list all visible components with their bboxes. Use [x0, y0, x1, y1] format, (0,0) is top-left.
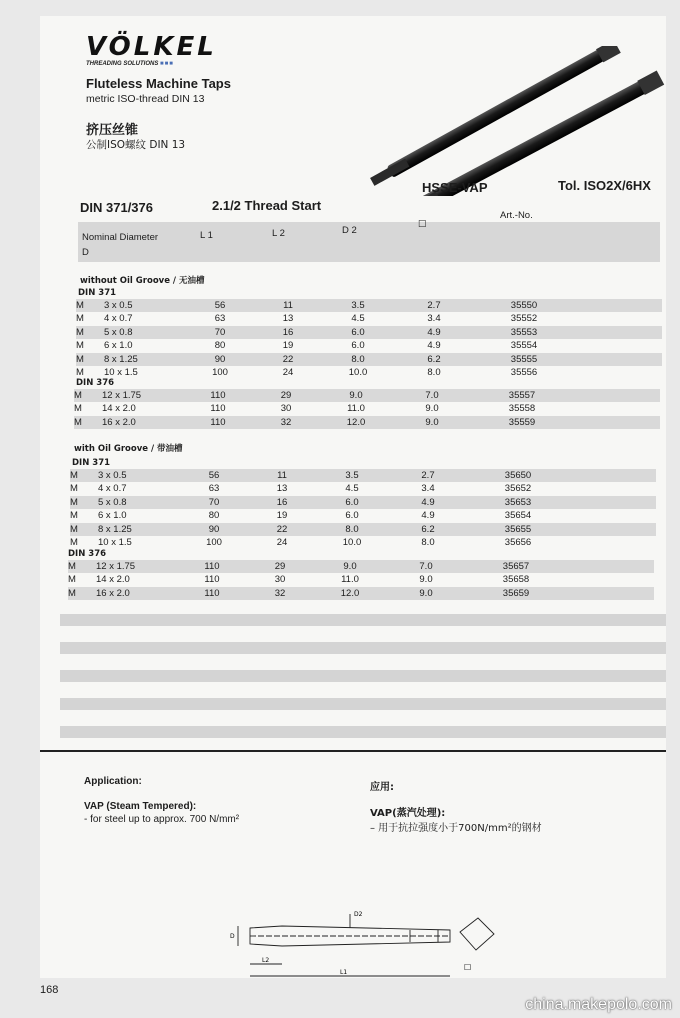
table-row [76, 366, 662, 379]
cell-diameter: 5 x 0.8 [98, 496, 127, 508]
cell-m: M [70, 510, 78, 522]
cell-l1: 110 [210, 403, 226, 415]
tolerance-header: Tol. ISO2X/6HX [558, 178, 651, 193]
column-header-bar [78, 222, 660, 262]
cell-d2: 6.0 [345, 510, 359, 522]
cell-d2: 12.0 [340, 587, 360, 599]
cell-m: M [70, 483, 78, 495]
cell-art-no: 35553 [510, 326, 538, 338]
col-nominal-diameter: Nominal Diameter [82, 232, 159, 243]
cell-l2: 29 [274, 561, 286, 572]
cell-l2: 13 [282, 313, 294, 325]
cell-m: M [68, 561, 76, 572]
cell-d2: 12.0 [346, 416, 366, 428]
empty-row-bar [60, 670, 666, 682]
cell-square: 9.0 [419, 587, 433, 599]
din376-label: DIN 376 [76, 378, 115, 388]
din-header: DIN 371/376 [80, 200, 153, 215]
cell-art-no: 35550 [510, 300, 538, 311]
cell-l1: 100 [212, 367, 228, 378]
dim-l1-label: L1 [340, 969, 348, 976]
cell-l2: 22 [282, 353, 294, 365]
application-desc-en: - for steel up to approx. 700 N/mm² [84, 814, 240, 825]
table-row [74, 402, 660, 415]
cell-square: 8.0 [421, 537, 435, 548]
cell-art-no: 35658 [502, 574, 530, 586]
thread-start-header: 2.1/2 Thread Start [212, 198, 322, 213]
cell-l1: 110 [210, 416, 226, 428]
empty-row-bar [60, 614, 666, 626]
cell-m: M [70, 523, 78, 535]
cell-diameter: 3 x 0.5 [104, 300, 133, 311]
cell-l1: 70 [208, 496, 220, 508]
product-title-cn: 挤压丝锥 [86, 123, 139, 138]
cell-m: M [76, 367, 84, 378]
cell-l1: 63 [214, 313, 226, 325]
cell-m: M [70, 537, 78, 548]
table-row [74, 389, 660, 402]
cell-art-no: 35556 [510, 367, 538, 378]
table-row [68, 573, 654, 586]
din371-label: DIN 371 [78, 288, 117, 298]
cell-art-no: 35650 [504, 470, 532, 481]
cell-l2: 32 [274, 587, 286, 599]
cell-art-no: 35557 [508, 390, 536, 401]
catalog-page [40, 16, 666, 978]
section-divider [40, 750, 666, 752]
cell-diameter: 12 x 1.75 [96, 561, 136, 572]
cell-square: 4.9 [421, 510, 435, 522]
cell-m: M [74, 390, 82, 401]
dim-square-label: ☐ [464, 963, 472, 972]
tap-tools-photo [350, 46, 666, 196]
cell-diameter: 5 x 0.8 [104, 326, 133, 338]
table-row [76, 299, 662, 312]
cell-m: M [74, 403, 82, 415]
col-art-no: Art.-No. [500, 210, 533, 221]
application-label-cn: 应用: [370, 782, 394, 793]
cell-art-no: 35558 [508, 403, 536, 415]
table-row [74, 416, 660, 429]
group-without-oil-groove: without Oil Groove / 无油槽 [80, 276, 205, 286]
cell-art-no: 35552 [510, 313, 538, 325]
cell-diameter: 10 x 1.5 [104, 367, 138, 378]
cell-square: 3.4 [427, 313, 441, 325]
cell-l2: 16 [282, 326, 294, 338]
table-row [70, 469, 656, 482]
cell-art-no: 35655 [504, 523, 532, 535]
product-subtitle-en: metric ISO-thread DIN 13 [86, 93, 205, 105]
cell-l2: 24 [282, 367, 294, 378]
cell-diameter: 14 x 2.0 [96, 574, 130, 586]
cell-d2: 8.0 [351, 353, 365, 365]
cell-l1: 90 [208, 523, 220, 535]
table-row [68, 587, 654, 600]
cell-diameter: 8 x 1.25 [98, 523, 132, 535]
application-type-en: VAP (Steam Tempered): [84, 801, 197, 812]
cell-square: 2.7 [421, 470, 435, 481]
cell-d2: 9.0 [349, 390, 363, 401]
cell-l2: 30 [274, 574, 286, 586]
voelkel-logo [86, 32, 217, 80]
cell-diameter: 14 x 2.0 [102, 403, 136, 415]
cell-l1: 70 [214, 326, 226, 338]
din371-label-2: DIN 371 [72, 458, 111, 468]
application-label-en: Application: [84, 776, 142, 787]
cell-square: 6.2 [421, 523, 435, 535]
cell-square: 6.2 [427, 353, 441, 365]
cell-l1: 56 [208, 470, 220, 481]
table-row [76, 353, 662, 366]
table-row [68, 560, 654, 573]
cell-square: 9.0 [425, 403, 439, 415]
cell-d2: 6.0 [351, 326, 365, 338]
cell-square: 3.4 [421, 483, 435, 495]
cell-diameter: 12 x 1.75 [102, 390, 142, 401]
col-l1: L 1 [200, 230, 213, 241]
cell-m: M [76, 300, 84, 311]
table-row [70, 523, 656, 536]
watermark: china.makepolo.com [525, 996, 672, 1013]
cell-l2: 11 [283, 300, 293, 311]
cell-m: M [76, 340, 84, 352]
material-header: HSSE-VAP [422, 180, 488, 195]
cell-m: M [74, 416, 82, 428]
cell-m: M [68, 587, 76, 599]
page-number: 168 [40, 984, 59, 996]
cell-art-no: 35555 [510, 353, 538, 365]
col-square: ☐ [418, 219, 427, 230]
cell-l1: 110 [204, 574, 220, 586]
cell-diameter: 3 x 0.5 [98, 470, 127, 481]
table-row [76, 326, 662, 339]
cell-d2: 3.5 [351, 300, 365, 311]
cell-l2: 13 [276, 483, 288, 495]
cell-square: 7.0 [425, 390, 439, 401]
logo-tagline: THREADING SOLUTIONS ■■■ [86, 61, 174, 67]
logo-wordmark: VÖLKEL [86, 32, 217, 62]
cell-l2: 16 [276, 496, 288, 508]
table-row [76, 339, 662, 352]
application-type-cn: VAP(蒸汽处理): [370, 808, 446, 819]
cell-art-no: 35654 [504, 510, 532, 522]
cell-art-no: 35559 [508, 416, 536, 428]
group-with-oil-groove: with Oil Groove / 带油槽 [74, 444, 183, 454]
cell-art-no: 35656 [504, 537, 532, 548]
cell-diameter: 10 x 1.5 [98, 537, 132, 548]
cell-art-no: 35659 [502, 587, 530, 599]
cell-d2: 11.0 [341, 574, 359, 586]
cell-l1: 63 [208, 483, 220, 495]
cell-d2: 6.0 [351, 340, 365, 352]
cell-l2: 22 [276, 523, 288, 535]
cell-diameter: 16 x 2.0 [102, 416, 136, 428]
tap-technical-drawing [210, 906, 510, 978]
product-title-en: Fluteless Machine Taps [86, 76, 231, 91]
cell-l2: 32 [280, 416, 292, 428]
cell-l2: 30 [280, 403, 292, 415]
cell-m: M [68, 574, 76, 586]
din376-label-2: DIN 376 [68, 549, 107, 559]
cell-d2: 8.0 [345, 523, 359, 535]
cell-square: 4.9 [421, 496, 435, 508]
cell-l1: 110 [204, 561, 220, 572]
col-l2: L 2 [272, 228, 285, 239]
cell-m: M [70, 496, 78, 508]
cell-d2: 4.5 [351, 313, 365, 325]
cell-m: M [76, 353, 84, 365]
table-row [70, 482, 656, 495]
cell-d2: 6.0 [345, 496, 359, 508]
cell-diameter: 4 x 0.7 [104, 313, 133, 325]
cell-l1: 80 [214, 340, 226, 352]
cell-l2: 19 [282, 340, 294, 352]
table-row [70, 496, 656, 509]
cell-d2: 9.0 [343, 561, 357, 572]
cell-d2: 11.0 [347, 403, 365, 415]
empty-row-bar [60, 698, 666, 710]
cell-square: 2.7 [427, 300, 441, 311]
empty-row-bar [60, 642, 666, 654]
cell-l1: 56 [214, 300, 226, 311]
cell-m: M [76, 326, 84, 338]
cell-square: 8.0 [427, 367, 441, 378]
cell-diameter: 4 x 0.7 [98, 483, 127, 495]
cell-l1: 80 [208, 510, 220, 522]
col-d2: D 2 [342, 225, 357, 236]
cell-m: M [76, 313, 84, 325]
dim-d2-label: D2 [354, 911, 363, 918]
cell-diameter: 8 x 1.25 [104, 353, 138, 365]
cell-square: 9.0 [419, 574, 433, 586]
table-row [70, 509, 656, 522]
cell-diameter: 6 x 1.0 [104, 340, 133, 352]
cell-square: 9.0 [425, 416, 439, 428]
application-desc-cn: – 用于抗拉强度小于700N/mm²的钢材 [370, 823, 542, 834]
cell-d2: 4.5 [345, 483, 359, 495]
cell-d2: 10.0 [348, 367, 368, 378]
cell-square: 7.0 [419, 561, 433, 572]
cell-d2: 10.0 [342, 537, 362, 548]
cell-art-no: 35657 [502, 561, 530, 572]
cell-l1: 110 [204, 587, 220, 599]
product-subtitle-cn: 公制ISO螺纹 DIN 13 [86, 139, 186, 151]
cell-l1: 110 [210, 390, 226, 401]
cell-art-no: 35653 [504, 496, 532, 508]
col-d: D [82, 247, 89, 258]
cell-l2: 11 [277, 470, 287, 481]
cell-m: M [70, 470, 78, 481]
cell-art-no: 35554 [510, 340, 538, 352]
cell-l2: 24 [276, 537, 288, 548]
table-row [70, 536, 656, 549]
cell-square: 4.9 [427, 326, 441, 338]
cell-diameter: 6 x 1.0 [98, 510, 127, 522]
cell-l2: 19 [276, 510, 288, 522]
cell-square: 4.9 [427, 340, 441, 352]
cell-art-no: 35652 [504, 483, 532, 495]
table-row [76, 312, 662, 325]
cell-d2: 3.5 [345, 470, 359, 481]
cell-l2: 29 [280, 390, 292, 401]
empty-row-bar [60, 726, 666, 738]
cell-diameter: 16 x 2.0 [96, 587, 130, 599]
dim-l2-label: L2 [262, 957, 270, 964]
dim-d-label: D [230, 933, 235, 940]
cell-l1: 100 [206, 537, 222, 548]
cell-l1: 90 [214, 353, 226, 365]
